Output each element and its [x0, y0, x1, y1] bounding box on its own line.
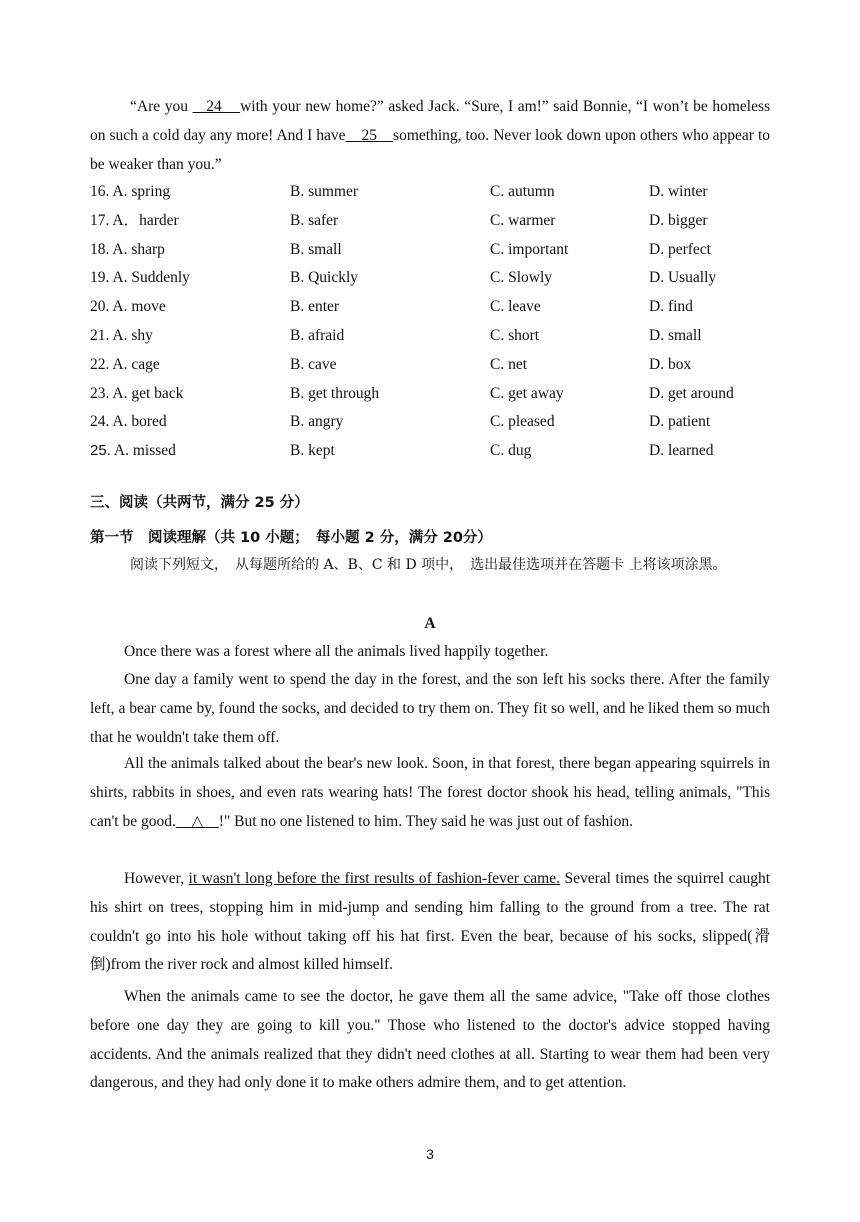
- option-c: C. short: [490, 327, 540, 344]
- option-row: [90, 322, 770, 351]
- option-a: [90, 380, 183, 409]
- option-b: B. cave: [290, 355, 337, 373]
- story-paragraph: [90, 750, 770, 836]
- option-b: B. Quickly: [290, 269, 359, 287]
- option-c: C. Slowly: [490, 269, 553, 287]
- option-a: [90, 207, 179, 236]
- option-b: B. summer: [290, 183, 359, 200]
- question-number: 19.: [90, 269, 110, 287]
- story-text: Several times the squirrel caught his shirt on trees, stopping him in mid-jump and sending him falling to the ground from a tree. The rat couldn't go into his hole without taking off his hat first. Even the bear, because of his socks, slipped(滑倒)from the river rock and almost killed himself.: [90, 870, 771, 974]
- option-text: A. missed: [113, 442, 176, 460]
- option-b: B. small: [290, 240, 342, 258]
- part-one-heading: 第一节 阅读理解（共 10 小题； 每小题 2 分，满分 20分）: [90, 530, 492, 546]
- option-text: A. cage: [112, 355, 160, 373]
- story-paragraph: [90, 865, 770, 980]
- option-row: [90, 178, 770, 207]
- option-row: [90, 351, 770, 380]
- option-text: A. move: [112, 298, 166, 316]
- option-b: B. kept: [290, 442, 335, 460]
- passage-letter: A: [424, 615, 436, 632]
- option-d: D. get around: [649, 384, 734, 402]
- question-number: 17.: [90, 211, 110, 229]
- option-c: C. net: [490, 355, 528, 373]
- option-row: [90, 236, 770, 265]
- question-number: 22.: [90, 355, 110, 373]
- question-number: 21.: [90, 327, 110, 344]
- option-d: D. patient: [649, 413, 711, 431]
- option-row: [90, 264, 770, 293]
- option-text: A．harder: [112, 211, 179, 229]
- option-d: D. bigger: [649, 211, 708, 229]
- option-a: [90, 293, 166, 322]
- underlined-sentence: it wasn't long before the first results of fashion-fever came.: [188, 870, 560, 887]
- option-a: [90, 437, 176, 466]
- option-text: A. get back: [112, 384, 184, 402]
- passage-ending-paragraph: [90, 93, 770, 179]
- passage-text: with your new home?” asked Jack. “Sure, I am!” said Bonnie, “I won’t be homeless on such a cold day any more! And I have: [90, 98, 771, 144]
- passage-text: something, too. Never look down upon others who appear to be weaker than you.”: [90, 126, 770, 173]
- option-a: [90, 351, 160, 380]
- option-c: C. get away: [490, 384, 564, 402]
- option-b: B. get through: [290, 384, 380, 402]
- page-number: 3: [426, 1146, 434, 1162]
- story-text: !" But no one listened to him. They said he was just out of fashion.: [218, 812, 633, 830]
- option-b: B. safer: [290, 211, 339, 229]
- option-d: D. small: [649, 327, 702, 344]
- question-number: 25.: [90, 442, 111, 460]
- option-c: C. pleased: [490, 413, 555, 431]
- option-c: C. important: [490, 240, 569, 258]
- story-paragraph: One day a family went to spend the day in the forest, and the son left his socks there. After the family left, a bear came by, found the socks, and decided to try them on. They fit so well, and he liked them so much that he wouldn't take them off.: [90, 671, 770, 746]
- section-three-heading: 三、阅读（共两节，满分 25 分）: [90, 495, 309, 511]
- option-b: B. enter: [290, 298, 340, 316]
- option-c: C. autumn: [490, 183, 555, 200]
- option-d: D. perfect: [649, 240, 711, 258]
- passage-text: “Are you: [130, 98, 193, 115]
- blank-24: 24: [192, 98, 241, 115]
- option-text: A. spring: [112, 183, 171, 200]
- option-d: D. learned: [649, 442, 714, 460]
- option-a: [90, 178, 170, 207]
- story-text: However,: [124, 870, 189, 887]
- option-c: C. warmer: [490, 211, 556, 229]
- option-row: [90, 293, 770, 322]
- question-number: 24.: [90, 413, 110, 431]
- option-text: A. bored: [112, 413, 167, 431]
- option-d: D. winter: [649, 183, 708, 200]
- option-text: A. Suddenly: [112, 269, 190, 287]
- option-c: C. leave: [490, 298, 541, 316]
- story-paragraph: Once there was a forest where all the animals lived happily together.: [124, 643, 549, 660]
- instructions: 阅读下列短文， 从每题所给的 A、B、C 和 D 项中， 选出最佳选项并在答题卡 上将该项涂黑。: [130, 557, 727, 573]
- option-d: D. find: [649, 298, 693, 316]
- blank-triangle: △: [175, 812, 219, 830]
- option-b: B. afraid: [290, 327, 345, 344]
- option-a: [90, 264, 190, 293]
- option-row: [90, 437, 770, 466]
- option-text: A. sharp: [112, 240, 165, 258]
- option-c: C. dug: [490, 442, 532, 460]
- option-d: D. Usually: [649, 269, 717, 287]
- option-row: [90, 380, 770, 409]
- story-paragraph: When the animals came to see the doctor, he gave them all the same advice, "Take off those clothes before one day they are going to kill you." Those who listened to the doctor's advice stopped having accidents. And the animals realized that they didn't need clothes at all. Starting to wear them had been very dangerous, and they had only done it to make others admire them, and to get attention.: [90, 988, 770, 1092]
- option-text: A. shy: [112, 327, 153, 344]
- blank-25: 25: [345, 126, 394, 144]
- question-number: 16.: [90, 183, 110, 200]
- option-b: B. angry: [290, 413, 344, 431]
- question-number: 18.: [90, 240, 110, 258]
- question-number: 20.: [90, 298, 110, 316]
- option-a: [90, 236, 165, 265]
- option-d: D. box: [649, 355, 692, 373]
- option-a: [90, 408, 167, 437]
- option-row: [90, 408, 770, 437]
- question-number: 23.: [90, 384, 110, 402]
- option-a: [90, 322, 153, 351]
- option-row: [90, 207, 770, 236]
- story-text: All the animals talked about the bear's new look. Soon, in that forest, there began appearing squirrels in shirts, rabbits in shoes, and even rats wearing hats! The forest doctor shook his head, telling animals, "This can't be good.: [90, 755, 770, 830]
